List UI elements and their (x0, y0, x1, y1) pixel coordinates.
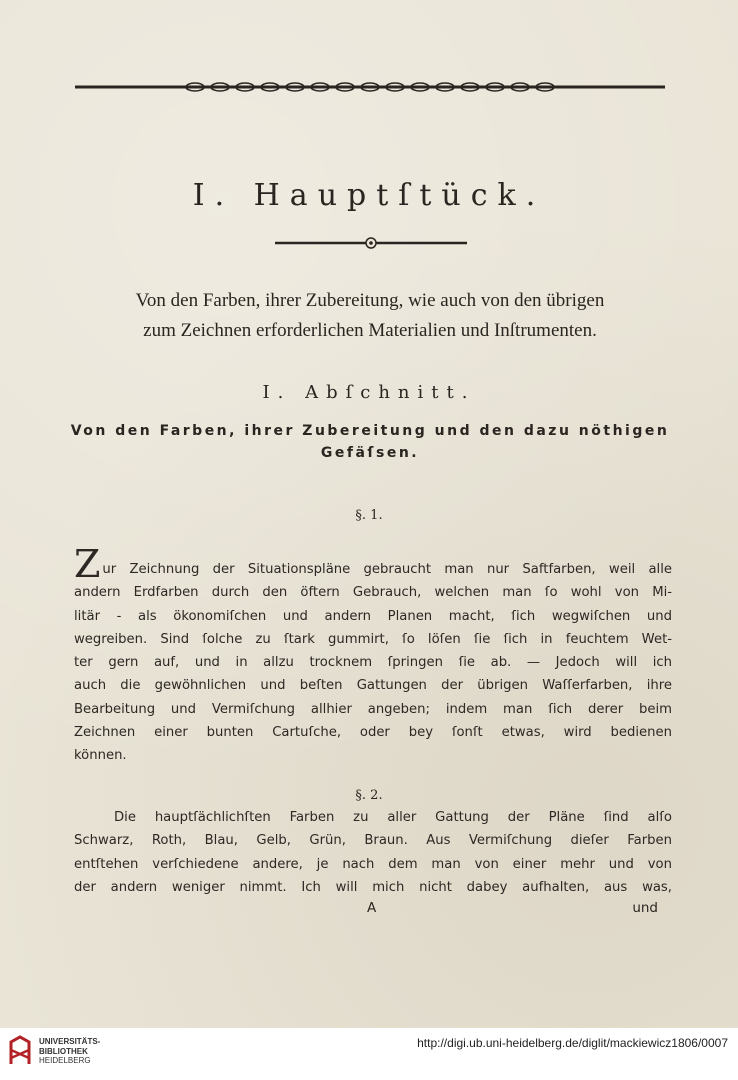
paragraph-mark-2: §. 2. (355, 788, 383, 803)
text-line: Zur Zeichnung der Situationspläne gebraucht man nur Saftfarben, weil alle (74, 542, 672, 586)
library-name-line: UNIVERSITÄTS- (39, 1037, 101, 1046)
text-line: auch die gewöhnlichen und beſten Gattungen der übrigen Waſſerfarben, ihre (74, 678, 672, 694)
text-line: andern Erdfarben durch den öftern Gebrauch, welchen man ſo wohl von Mi- (74, 585, 672, 601)
library-name-line: HEIDELBERG (39, 1056, 91, 1065)
title-divider (275, 236, 467, 250)
text-line: ter gern auf, und in allzu trocknem ſpringen ſie ab. — Jedoch will ich (74, 655, 672, 671)
viewer-footer (0, 1028, 738, 1080)
text-line: Schwarz, Roth, Blau, Gelb, Grün, Braun. Aus Vermiſchung dieſer Farben (74, 833, 672, 849)
text-line: können. (74, 748, 127, 764)
text-line: Die hauptſächlichſten Farben zu aller Gattung der Pläne ſind alſo (114, 810, 672, 825)
drop-cap: Z (74, 542, 101, 586)
chapter-title: I. Hauptſtück. (192, 178, 546, 213)
subtitle-line: Von den Farben, ihrer Zubereitung, wie auch von den übrigen (135, 290, 605, 311)
paragraph-1 (74, 542, 672, 768)
section-subtitle-line: Von den Farben, ihrer Zubereitung und den dazu nöthigen (70, 423, 670, 439)
text-line: wegreiben. Sind ſolche zu ſtark gummirt, ſo löſen ſie ſich in feuchtem Wet- (74, 631, 672, 647)
section-title: I. Abſchnitt. (262, 382, 476, 403)
text-line: Bearbeitung und Vermiſchung allhier angeben; indem man ſich derer beim (74, 701, 672, 717)
page-footer-line (74, 900, 672, 924)
library-name (39, 1037, 100, 1066)
university-library-logo-icon (7, 1034, 33, 1070)
section-subtitle (70, 420, 670, 464)
permalink-url[interactable]: http://digi.ub.uni-heidelberg.de/diglit/mackiewicz1806/0007 (417, 1036, 728, 1050)
paragraph-mark-1: §. 1. (355, 508, 383, 523)
section-subtitle-line: Gefäſsen. (320, 445, 420, 461)
ornamental-rule (75, 80, 665, 94)
text-line: entſtehen verſchiedene andere, je nach dem man von einer mehr und von (74, 856, 672, 872)
paragraph-2 (74, 806, 672, 899)
text-line: litär - als ökonomiſchen und andern Planen macht, ſich wegwiſchen und (74, 608, 672, 624)
text-line: Zeichnen einer bunten Cartuſche, oder bey ſonſt etwas, wird bedienen (74, 725, 672, 741)
subtitle-line: zum Zeichnen erforderlichen Materialien und Inſtrumenten. (143, 320, 597, 341)
signature-mark: A (367, 900, 377, 916)
text-line: der andern weniger nimmt. Ich will mich nicht dabey aufhalten, aus was, (74, 879, 672, 895)
library-name-line: BIBLIOTHEK (39, 1046, 88, 1056)
chapter-subtitle (60, 286, 680, 346)
catchword: und (632, 900, 658, 916)
